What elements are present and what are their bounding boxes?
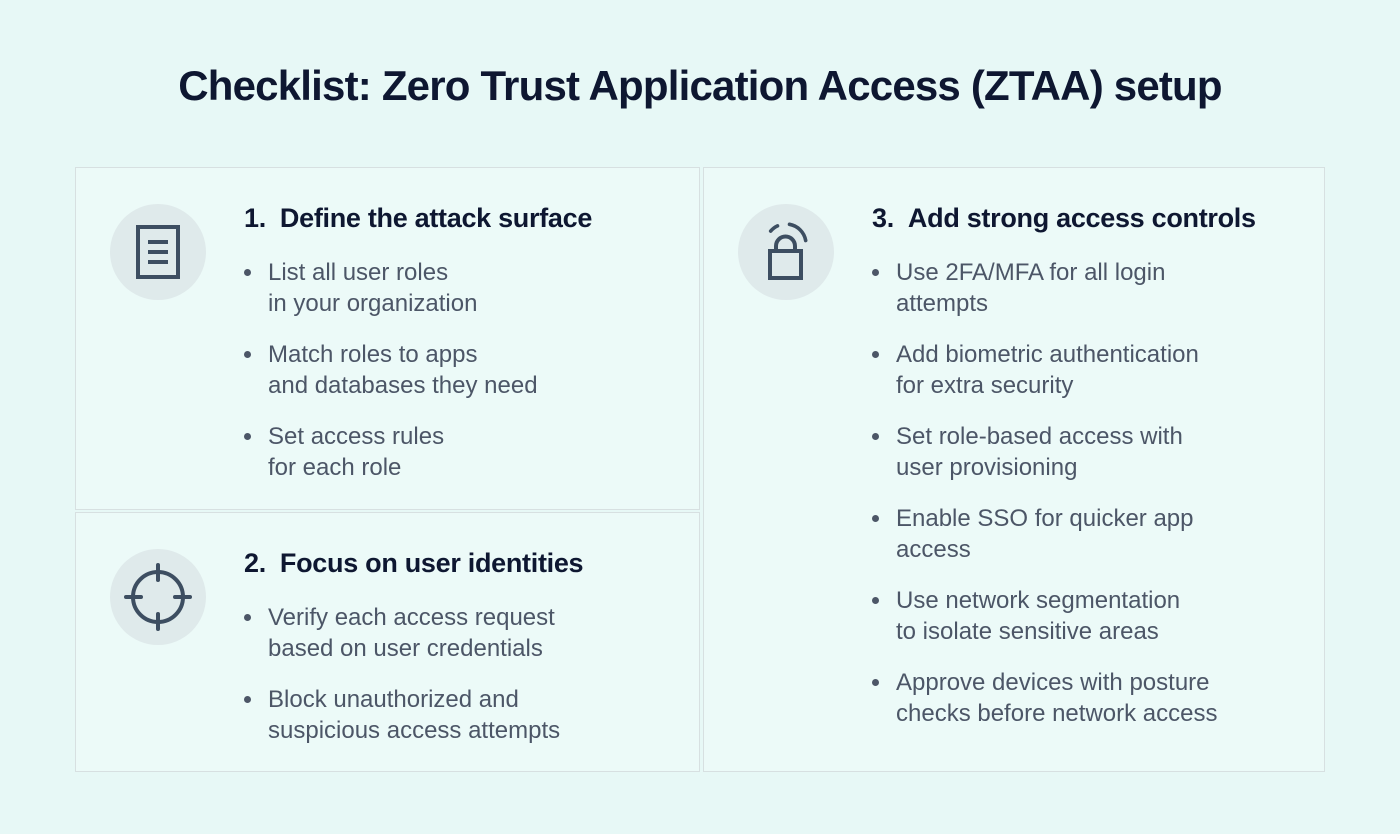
card-number: 2. xyxy=(244,548,266,578)
bullet-dot xyxy=(244,602,268,664)
bullet-list xyxy=(872,257,1256,729)
lock-icon xyxy=(738,204,834,300)
bullet-dot xyxy=(872,667,896,729)
bullet-line: access xyxy=(896,536,971,563)
bullet-text xyxy=(268,257,477,319)
card-heading-text: Define the attack surface xyxy=(279,203,593,233)
bullet-item xyxy=(872,585,1256,647)
bullet-line: Enable SSO for quicker app xyxy=(896,505,1194,532)
bullet-line: List all user roles xyxy=(268,259,449,286)
bullet-text xyxy=(896,339,1199,401)
icon-circle xyxy=(738,204,834,300)
checklist-grid xyxy=(75,167,1325,772)
bullet-line: suspicious access attempts xyxy=(268,717,561,744)
bullet-line: user provisioning xyxy=(896,454,1078,481)
bullet-dot xyxy=(872,339,896,401)
card-number: 1. xyxy=(244,203,266,233)
bullet-list xyxy=(244,602,583,746)
bullet-line: Match roles to apps xyxy=(268,341,478,368)
card-body xyxy=(244,543,583,766)
bullet-list xyxy=(244,257,592,483)
bullet-line: Verify each access request xyxy=(268,604,555,631)
bullet-item xyxy=(872,667,1256,729)
icon-circle xyxy=(110,204,206,300)
bullet-line: Add biometric authentication xyxy=(896,341,1199,368)
target-icon xyxy=(110,549,206,645)
bullet-item xyxy=(244,421,592,483)
card-body xyxy=(244,198,592,503)
bullet-text xyxy=(268,339,538,401)
card-body xyxy=(872,198,1256,749)
card-heading xyxy=(872,201,1256,235)
bullet-text xyxy=(896,667,1217,729)
bullet-text xyxy=(896,503,1194,565)
bullet-line: attempts xyxy=(896,290,989,317)
bullet-dot xyxy=(872,421,896,483)
bullet-line: Use network segmentation xyxy=(896,587,1181,614)
bullet-text xyxy=(896,421,1183,483)
bullet-line: checks before network access xyxy=(896,700,1218,727)
bullet-item xyxy=(872,257,1256,319)
bullet-dot xyxy=(244,684,268,746)
bullet-dot xyxy=(872,585,896,647)
bullet-item xyxy=(244,339,592,401)
bullet-line: Use 2FA/MFA for all login xyxy=(896,259,1166,286)
bullet-dot xyxy=(872,503,896,565)
bullet-text xyxy=(896,257,1165,319)
document-icon xyxy=(110,204,206,300)
bullet-text xyxy=(268,421,444,483)
card-define-attack-surface xyxy=(75,167,700,510)
card-heading-text: Add strong access controls xyxy=(907,203,1256,233)
bullet-line: Set access rules xyxy=(268,423,445,450)
card-heading xyxy=(244,546,583,580)
bullet-item xyxy=(244,257,592,319)
bullet-item xyxy=(872,339,1256,401)
page-title: Checklist: Zero Trust Application Access (ZTAA) setup xyxy=(178,62,1222,109)
card-heading-text: Focus on user identities xyxy=(279,548,584,578)
bullet-line: based on user credentials xyxy=(268,635,543,662)
card-heading xyxy=(244,201,592,235)
bullet-line: Block unauthorized and xyxy=(268,686,519,713)
right-column xyxy=(703,167,1325,772)
bullet-line: Set role-based access with xyxy=(896,423,1183,450)
icon-circle xyxy=(110,549,206,645)
bullet-dot xyxy=(244,257,268,319)
bullet-line: for extra security xyxy=(896,372,1074,399)
card-add-access-controls xyxy=(703,167,1325,772)
bullet-line: Approve devices with posture xyxy=(896,669,1210,696)
bullet-line: in your organization xyxy=(268,290,478,317)
bullet-item xyxy=(244,602,583,664)
bullet-text xyxy=(896,585,1180,647)
left-column xyxy=(75,167,700,772)
bullet-item xyxy=(872,421,1256,483)
bullet-item xyxy=(244,684,583,746)
bullet-line: to isolate sensitive areas xyxy=(896,618,1159,645)
bullet-dot xyxy=(872,257,896,319)
bullet-text xyxy=(268,684,560,746)
bullet-dot xyxy=(244,421,268,483)
bullet-line: for each role xyxy=(268,454,402,481)
bullet-text xyxy=(268,602,555,664)
bullet-line: and databases they need xyxy=(268,372,538,399)
card-focus-user-identities xyxy=(75,512,700,772)
card-number: 3. xyxy=(872,203,894,233)
bullet-item xyxy=(872,503,1256,565)
bullet-dot xyxy=(244,339,268,401)
